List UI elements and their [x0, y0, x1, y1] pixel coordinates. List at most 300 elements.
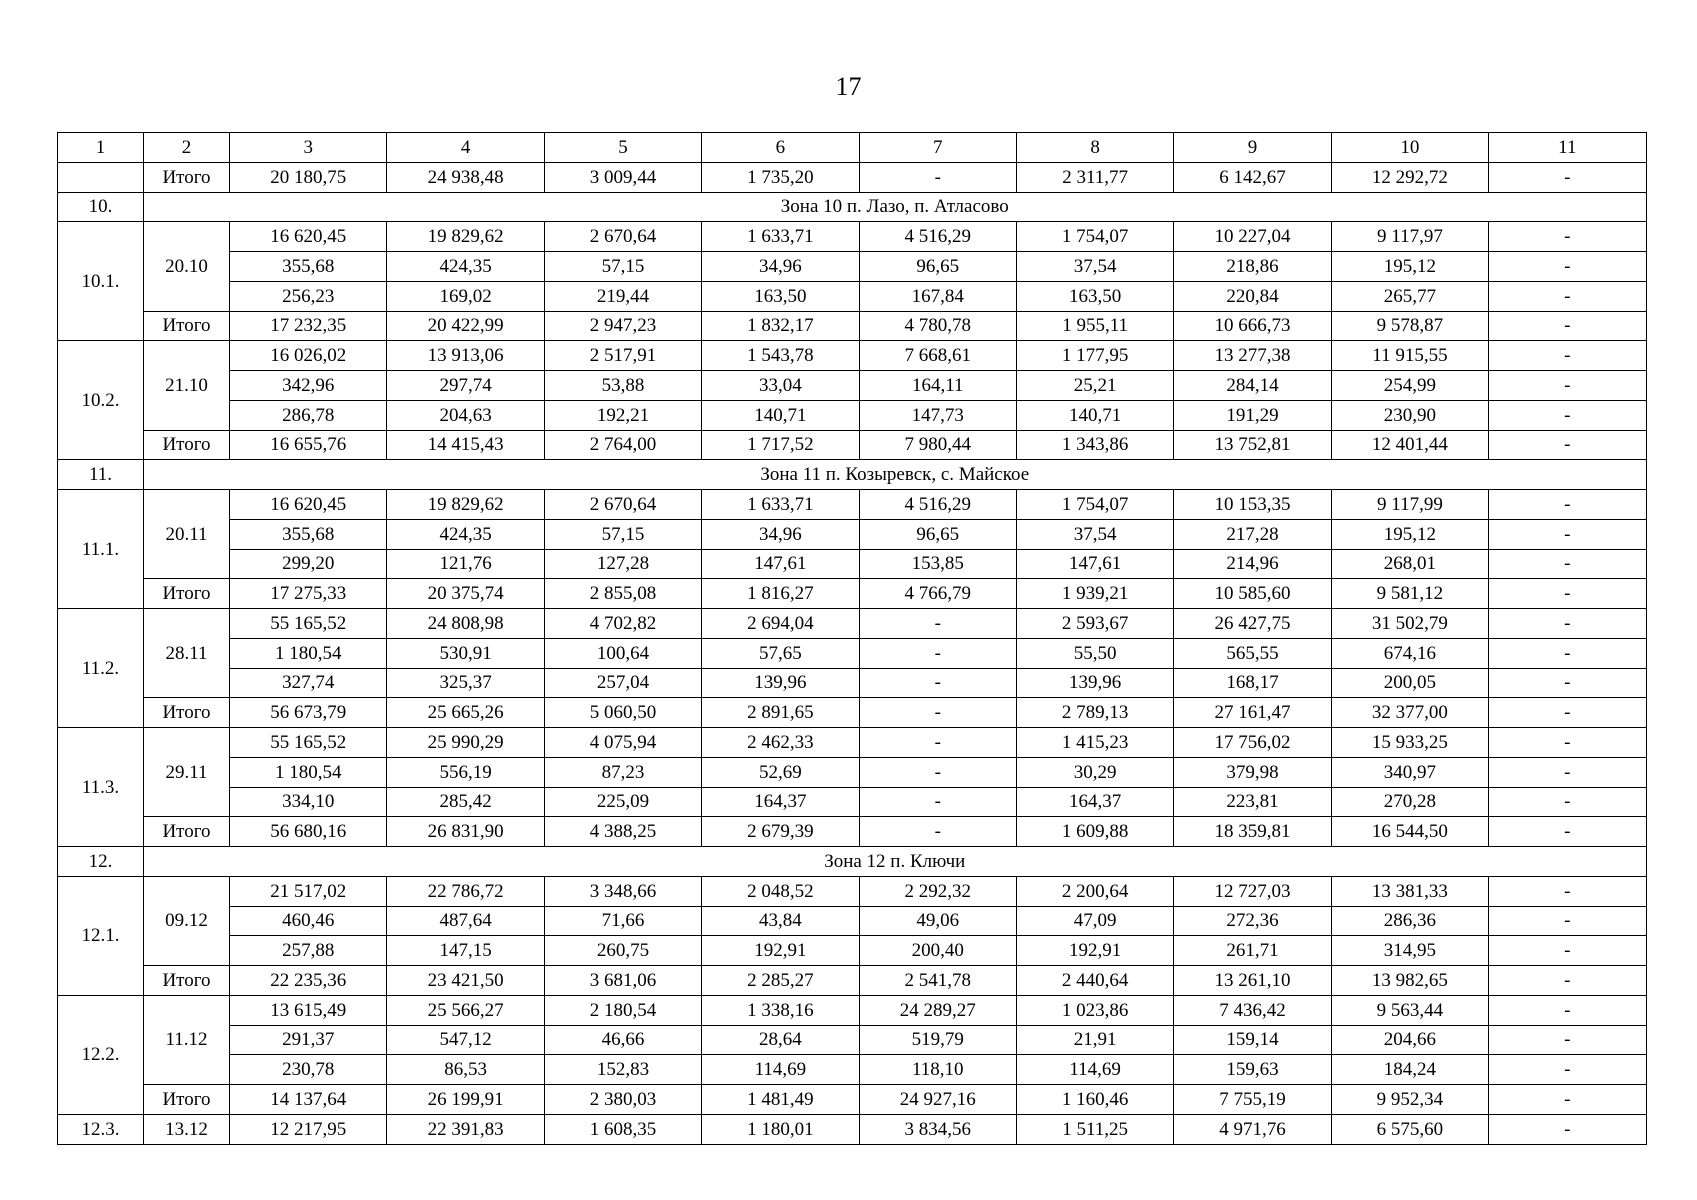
table-cell: Итого [144, 579, 230, 609]
table-cell: 24 808,98 [387, 609, 544, 639]
table-cell: Итого [144, 817, 230, 847]
table-cell: 11.3. [58, 728, 144, 847]
table-cell: 13 381,33 [1331, 876, 1488, 906]
table-cell: - [859, 728, 1016, 758]
table-cell: 24 289,27 [859, 995, 1016, 1025]
table-cell: 2 789,13 [1016, 698, 1173, 728]
table-cell: 424,35 [387, 252, 544, 282]
table-cell: - [1489, 906, 1646, 936]
table-cell: 1 608,35 [544, 1114, 701, 1144]
table-cell: 7 436,42 [1174, 995, 1331, 1025]
table-cell: 285,42 [387, 787, 544, 817]
table-cell: 114,69 [1016, 1055, 1173, 1085]
table-cell: 26 831,90 [387, 817, 544, 847]
header-cell: 2 [144, 133, 230, 163]
table-cell: 6 142,67 [1174, 162, 1331, 192]
table-row [58, 847, 1647, 877]
table-cell: 43,84 [702, 906, 859, 936]
table-cell: 2 462,33 [702, 728, 859, 758]
table-cell: - [859, 698, 1016, 728]
table-row [58, 579, 1647, 609]
table-cell: 100,64 [544, 638, 701, 668]
table-row [58, 400, 1647, 430]
table-cell: 11.1. [58, 490, 144, 609]
table-row [58, 876, 1647, 906]
table-cell: 9 117,99 [1331, 490, 1488, 520]
table-row [58, 609, 1647, 639]
table-cell: 127,28 [544, 549, 701, 579]
table-cell: 2 855,08 [544, 579, 701, 609]
table-row [58, 311, 1647, 341]
table-cell: 21 517,02 [230, 876, 387, 906]
table-cell: 152,83 [544, 1055, 701, 1085]
table-cell: - [1489, 1025, 1646, 1055]
table-cell: 16 620,45 [230, 222, 387, 252]
table-row [58, 430, 1647, 460]
table-cell: 20 375,74 [387, 579, 544, 609]
table-cell: 4 766,79 [859, 579, 1016, 609]
table-cell: 10. [58, 192, 144, 222]
header-cell: 3 [230, 133, 387, 163]
table-cell: 12 292,72 [1331, 162, 1488, 192]
table-cell: 164,37 [702, 787, 859, 817]
table-row [58, 192, 1647, 222]
table-cell: - [1489, 281, 1646, 311]
table-cell: 2 285,27 [702, 966, 859, 996]
table-cell: 1 023,86 [1016, 995, 1173, 1025]
table-cell: 1 816,27 [702, 579, 859, 609]
table-cell: 200,40 [859, 936, 1016, 966]
table-row [58, 728, 1647, 758]
table-cell: 5 060,50 [544, 698, 701, 728]
table-cell: 200,05 [1331, 668, 1488, 698]
tariff-table [57, 132, 1647, 1145]
table-cell: 254,99 [1331, 371, 1488, 401]
table-cell: 21.10 [144, 341, 230, 430]
table-cell: 192,91 [702, 936, 859, 966]
table-cell: 2 764,00 [544, 430, 701, 460]
table-cell: 1 754,07 [1016, 222, 1173, 252]
table-cell: 10 153,35 [1174, 490, 1331, 520]
table-cell: 195,12 [1331, 519, 1488, 549]
table-cell: 34,96 [702, 252, 859, 282]
table-cell: 4 075,94 [544, 728, 701, 758]
table-cell: 27 161,47 [1174, 698, 1331, 728]
table-cell: - [1489, 311, 1646, 341]
table-cell: 140,71 [702, 400, 859, 430]
table-cell: 2 593,67 [1016, 609, 1173, 639]
table-cell: 265,77 [1331, 281, 1488, 311]
table-cell: 13 277,38 [1174, 341, 1331, 371]
table-cell: 169,02 [387, 281, 544, 311]
table-cell: - [859, 817, 1016, 847]
table-cell: 297,74 [387, 371, 544, 401]
table-cell: 2 541,78 [859, 966, 1016, 996]
table-cell: 147,15 [387, 936, 544, 966]
table-cell: 147,61 [702, 549, 859, 579]
table-cell: 22 391,83 [387, 1114, 544, 1144]
table-cell: 286,78 [230, 400, 387, 430]
table-cell: 32 377,00 [1331, 698, 1488, 728]
table-cell: 12.1. [58, 876, 144, 995]
table-cell: 55 165,52 [230, 609, 387, 639]
table-cell: 565,55 [1174, 638, 1331, 668]
table-cell: 342,96 [230, 371, 387, 401]
table-cell: 09.12 [144, 876, 230, 965]
table-cell: Зона 11 п. Козыревск, с. Майское [144, 460, 1647, 490]
table-cell: 299,20 [230, 549, 387, 579]
table-cell: - [1489, 371, 1646, 401]
table-cell: 159,14 [1174, 1025, 1331, 1055]
table-row [58, 1085, 1647, 1115]
header-cell: 9 [1174, 133, 1331, 163]
table-cell: - [859, 638, 1016, 668]
table-cell: 24 938,48 [387, 162, 544, 192]
table-cell: 2 670,64 [544, 222, 701, 252]
table-cell: 2 311,77 [1016, 162, 1173, 192]
table-cell: 16 655,76 [230, 430, 387, 460]
table-cell: 4 516,29 [859, 490, 1016, 520]
table-cell: 26 427,75 [1174, 609, 1331, 639]
table-cell: 13 982,65 [1331, 966, 1488, 996]
table-cell: 22 786,72 [387, 876, 544, 906]
table-cell: 10 585,60 [1174, 579, 1331, 609]
table-row [58, 906, 1647, 936]
table-cell: 1 543,78 [702, 341, 859, 371]
table-cell: 272,36 [1174, 906, 1331, 936]
table-cell: 204,63 [387, 400, 544, 430]
table-cell: 17 232,35 [230, 311, 387, 341]
table-cell: 2 947,23 [544, 311, 701, 341]
table-cell: 47,09 [1016, 906, 1173, 936]
table-cell: 1 955,11 [1016, 311, 1173, 341]
table-cell: 9 563,44 [1331, 995, 1488, 1025]
header-cell: 8 [1016, 133, 1173, 163]
table-cell: - [1489, 252, 1646, 282]
table-cell: 230,78 [230, 1055, 387, 1085]
table-cell: 20 422,99 [387, 311, 544, 341]
table-cell: 55,50 [1016, 638, 1173, 668]
table-cell: 4 516,29 [859, 222, 1016, 252]
table-cell: 10.1. [58, 222, 144, 341]
table-cell: 261,71 [1174, 936, 1331, 966]
table-row [58, 638, 1647, 668]
table-cell: - [1489, 400, 1646, 430]
table-cell: 218,86 [1174, 252, 1331, 282]
table-cell: 2 380,03 [544, 1085, 701, 1115]
table-cell: 12 727,03 [1174, 876, 1331, 906]
table-cell: 28.11 [144, 609, 230, 698]
table-cell: - [1489, 876, 1646, 906]
table-cell: 270,28 [1331, 787, 1488, 817]
table-cell: 1 754,07 [1016, 490, 1173, 520]
table-row [58, 490, 1647, 520]
table-cell: 219,44 [544, 281, 701, 311]
table-cell: - [859, 787, 1016, 817]
table-cell: 7 668,61 [859, 341, 1016, 371]
table-cell: 114,69 [702, 1055, 859, 1085]
header-cell: 1 [58, 133, 144, 163]
table-cell: 147,73 [859, 400, 1016, 430]
table-row [58, 757, 1647, 787]
table-row [58, 668, 1647, 698]
table-cell: 52,69 [702, 757, 859, 787]
table-cell: Зона 10 п. Лазо, п. Атласово [144, 192, 1647, 222]
table-cell: 3 681,06 [544, 966, 701, 996]
table-cell: Итого [144, 698, 230, 728]
table-cell: 33,04 [702, 371, 859, 401]
table-cell: Зона 12 п. Ключи [144, 847, 1647, 877]
table-cell: - [1489, 757, 1646, 787]
table-cell: 16 026,02 [230, 341, 387, 371]
table-cell: 674,16 [1331, 638, 1488, 668]
table-cell: 57,65 [702, 638, 859, 668]
table-cell: 9 952,34 [1331, 1085, 1488, 1115]
table-cell: 1 939,21 [1016, 579, 1173, 609]
table-cell: 53,88 [544, 371, 701, 401]
table-cell: 29.11 [144, 728, 230, 817]
table-cell: 2 679,39 [702, 817, 859, 847]
table-cell: - [1489, 579, 1646, 609]
table-cell: 14 137,64 [230, 1085, 387, 1115]
table-cell: 184,24 [1331, 1055, 1488, 1085]
table-cell: 11.12 [144, 995, 230, 1084]
table-cell: Итого [144, 1085, 230, 1115]
table-cell: 530,91 [387, 638, 544, 668]
table-cell: 10 666,73 [1174, 311, 1331, 341]
table-cell: 37,54 [1016, 252, 1173, 282]
table-cell: 37,54 [1016, 519, 1173, 549]
header-cell: 10 [1331, 133, 1488, 163]
table-cell: 1 180,01 [702, 1114, 859, 1144]
table-row [58, 1114, 1647, 1144]
table-cell: 379,98 [1174, 757, 1331, 787]
table-cell: 2 200,64 [1016, 876, 1173, 906]
table-cell: - [1489, 519, 1646, 549]
table-cell: 284,14 [1174, 371, 1331, 401]
table-cell: 192,91 [1016, 936, 1173, 966]
table-cell: 25 566,27 [387, 995, 544, 1025]
table-cell: 25 990,29 [387, 728, 544, 758]
table-cell: 12.3. [58, 1114, 144, 1144]
header-row [58, 133, 1647, 163]
table-cell: 86,53 [387, 1055, 544, 1085]
table-cell: 13 261,10 [1174, 966, 1331, 996]
table-cell: - [1489, 1055, 1646, 1085]
table-cell: - [1489, 222, 1646, 252]
table-cell: 9 117,97 [1331, 222, 1488, 252]
table-cell: 2 891,65 [702, 698, 859, 728]
table-cell: 1 415,23 [1016, 728, 1173, 758]
table-cell: 26 199,91 [387, 1085, 544, 1115]
header-cell: 7 [859, 133, 1016, 163]
table-cell: 7 980,44 [859, 430, 1016, 460]
header-cell: 11 [1489, 133, 1646, 163]
table-cell: 163,50 [1016, 281, 1173, 311]
table-cell: - [1489, 936, 1646, 966]
table-row [58, 341, 1647, 371]
table-cell: 3 348,66 [544, 876, 701, 906]
table-cell: 139,96 [1016, 668, 1173, 698]
table-cell: - [1489, 549, 1646, 579]
table-cell: 3 834,56 [859, 1114, 1016, 1144]
table-cell: 19 829,62 [387, 490, 544, 520]
table-cell: 71,66 [544, 906, 701, 936]
table-row [58, 460, 1647, 490]
table-cell: 230,90 [1331, 400, 1488, 430]
table-cell: 12 217,95 [230, 1114, 387, 1144]
table-cell: 1 338,16 [702, 995, 859, 1025]
table-cell: 1 633,71 [702, 490, 859, 520]
table-cell: 2 694,04 [702, 609, 859, 639]
table-cell: 214,96 [1174, 549, 1331, 579]
table-row [58, 519, 1647, 549]
table-cell: 23 421,50 [387, 966, 544, 996]
table-cell: 2 292,32 [859, 876, 1016, 906]
table-cell: - [1489, 817, 1646, 847]
table-cell: 21,91 [1016, 1025, 1173, 1055]
table-cell: 49,06 [859, 906, 1016, 936]
table-cell: 11.2. [58, 609, 144, 728]
table-cell: 6 575,60 [1331, 1114, 1488, 1144]
table-cell: 57,15 [544, 519, 701, 549]
table-cell: - [1489, 995, 1646, 1025]
table-cell: 286,36 [1331, 906, 1488, 936]
table-row [58, 549, 1647, 579]
table-cell: 1 343,86 [1016, 430, 1173, 460]
header-cell: 4 [387, 133, 544, 163]
table-cell: 11 915,55 [1331, 341, 1488, 371]
table-cell: 20.10 [144, 222, 230, 311]
table-cell: 12.2. [58, 995, 144, 1114]
header-cell: 6 [702, 133, 859, 163]
table-cell: 1 177,95 [1016, 341, 1173, 371]
table-cell: - [859, 757, 1016, 787]
table-cell: - [1489, 490, 1646, 520]
table-cell: 34,96 [702, 519, 859, 549]
table-cell: 191,29 [1174, 400, 1331, 430]
table-cell: 268,01 [1331, 549, 1488, 579]
table-cell: - [1489, 787, 1646, 817]
table-cell: 25 665,26 [387, 698, 544, 728]
table-row [58, 817, 1647, 847]
table-cell: 460,46 [230, 906, 387, 936]
table-cell: 4 702,82 [544, 609, 701, 639]
table-cell: 9 581,12 [1331, 579, 1488, 609]
table-row [58, 995, 1647, 1025]
table-cell: 13 615,49 [230, 995, 387, 1025]
table-cell: 256,23 [230, 281, 387, 311]
table-cell: 1 717,52 [702, 430, 859, 460]
table-row [58, 162, 1647, 192]
table-cell: - [1489, 668, 1646, 698]
table-cell: 260,75 [544, 936, 701, 966]
table-cell: 139,96 [702, 668, 859, 698]
table-cell: 4 388,25 [544, 817, 701, 847]
table-cell: 257,88 [230, 936, 387, 966]
table-cell: 217,28 [1174, 519, 1331, 549]
table-cell: 223,81 [1174, 787, 1331, 817]
table-cell: 2 440,64 [1016, 966, 1173, 996]
table-cell: 257,04 [544, 668, 701, 698]
table-cell: 3 009,44 [544, 162, 701, 192]
table-row [58, 698, 1647, 728]
table-cell: 159,63 [1174, 1055, 1331, 1085]
table-cell: 87,23 [544, 757, 701, 787]
table-cell: Итого [144, 311, 230, 341]
table-cell: - [1489, 1085, 1646, 1115]
table-cell: 164,37 [1016, 787, 1173, 817]
table-cell: 9 578,87 [1331, 311, 1488, 341]
table-cell: 291,37 [230, 1025, 387, 1055]
table-cell: 519,79 [859, 1025, 1016, 1055]
table-cell [58, 162, 144, 192]
table-cell: 12 401,44 [1331, 430, 1488, 460]
table-cell: - [1489, 638, 1646, 668]
table-cell: - [1489, 728, 1646, 758]
table-cell: - [1489, 162, 1646, 192]
table-cell: 1 511,25 [1016, 1114, 1173, 1144]
table-cell: 1 180,54 [230, 638, 387, 668]
table-cell: - [1489, 966, 1646, 996]
table-cell: 163,50 [702, 281, 859, 311]
table-cell: 1 180,54 [230, 757, 387, 787]
table-cell: 16 620,45 [230, 490, 387, 520]
table-cell: 1 735,20 [702, 162, 859, 192]
table-cell: - [859, 668, 1016, 698]
header-cell: 5 [544, 133, 701, 163]
table-row [58, 936, 1647, 966]
table-cell: Итого [144, 966, 230, 996]
table-cell: - [1489, 430, 1646, 460]
table-cell: 7 755,19 [1174, 1085, 1331, 1115]
table-cell: 13 913,06 [387, 341, 544, 371]
table-cell: 167,84 [859, 281, 1016, 311]
table-cell: 547,12 [387, 1025, 544, 1055]
table-cell: 13 752,81 [1174, 430, 1331, 460]
page-number: 17 [835, 72, 862, 101]
table-row [58, 252, 1647, 282]
table-cell: 14 415,43 [387, 430, 544, 460]
table-cell: 355,68 [230, 252, 387, 282]
table-cell: 56 673,79 [230, 698, 387, 728]
table-cell: 25,21 [1016, 371, 1173, 401]
table-row [58, 1025, 1647, 1055]
table-cell: - [1489, 1114, 1646, 1144]
table-cell: 4 780,78 [859, 311, 1016, 341]
table-cell: - [1489, 609, 1646, 639]
table-cell: 355,68 [230, 519, 387, 549]
table-cell: 2 180,54 [544, 995, 701, 1025]
table-cell: 1 832,17 [702, 311, 859, 341]
table-cell: 168,17 [1174, 668, 1331, 698]
table-cell: 225,09 [544, 787, 701, 817]
table-cell: 1 633,71 [702, 222, 859, 252]
table-cell: 220,84 [1174, 281, 1331, 311]
table-cell: 10 227,04 [1174, 222, 1331, 252]
table-cell: 195,12 [1331, 252, 1488, 282]
table-cell: - [859, 162, 1016, 192]
table-cell: 2 048,52 [702, 876, 859, 906]
table-cell: 1 609,88 [1016, 817, 1173, 847]
table-cell: 20 180,75 [230, 162, 387, 192]
table-cell: 18 359,81 [1174, 817, 1331, 847]
table-cell: 16 544,50 [1331, 817, 1488, 847]
table-row [58, 1055, 1647, 1085]
table-row [58, 966, 1647, 996]
table-header [58, 133, 1647, 163]
table-cell: 17 275,33 [230, 579, 387, 609]
